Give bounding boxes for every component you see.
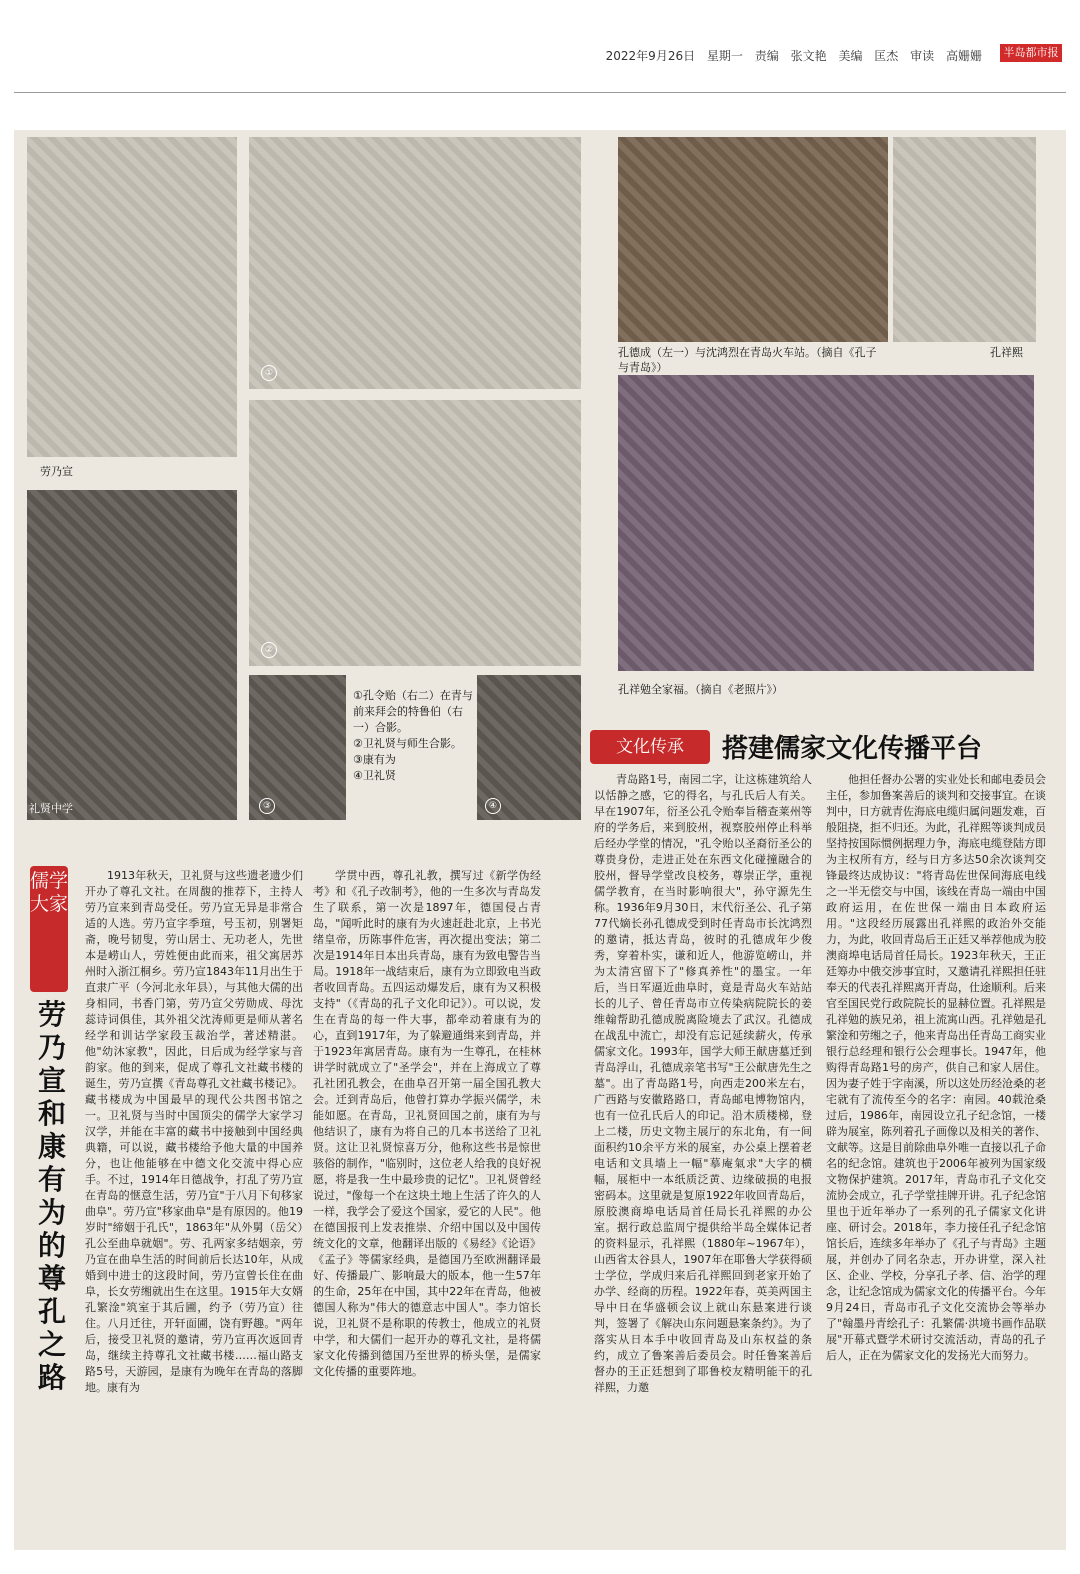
section-tag-confucian: 儒学大家 <box>30 866 68 992</box>
editor-name: 张文艳 <box>790 49 827 63</box>
photo-kong-train-station <box>618 137 888 342</box>
photo-number-3: ③ <box>259 798 275 814</box>
issue-weekday: 星期一 <box>706 49 743 63</box>
legend-item-1: ①孔令贻（右二）在青与前来拜会的特鲁伯（右一）合影。 <box>353 689 473 734</box>
headline-culture-platform: 搭建儒家文化传播平台 <box>722 734 983 764</box>
photo-lixian-school <box>27 490 237 820</box>
headline-lao-kang: 劳乃宣和康有为的尊孔之路 <box>37 998 66 1394</box>
reviewer-label: 审读 <box>910 49 935 63</box>
reviewer-name: 高姗姗 <box>945 49 982 63</box>
newspaper-logo: 半岛都市报 <box>1000 44 1062 62</box>
article2-column-2: 他担任督办公署的实业处长和邮电委员会主任，参加鲁案善后的谈判和交接事宜。在谈判中，日方就青佐海底电缆归属问题发难，百般阻挠，拒不归还。为此，孔祥熙等谈判成员坚持按国际惯例据理力争，海底电缆登陆方即为主权所有方，经与日方多达50余次谈判交锋最终达成协议："将青岛佐世保间海底电线之一半无偿交与中国，该线在青岛一端由中国政府运用，在佐世保一端由日本政府运用。"这段经历展露出孔祥熙的政治外交能力，为此，收回青岛后王正廷又举荐他成为胶澳商埠电话局首任局长。1923年秋天，王正廷筹办中俄交涉事宜时，又邀请孔祥熙担任驻奉天的代表孔祥熙离开青岛，仕途顺利。后来官至国民党行政院院长的显赫位置。孔祥熙是孔祥勉的族兄弟，祖上流寓山西。孔祥勉是孔繁淦和劳缃之子，他来青岛出任青岛工商实业银行总经理和银行公会理事长。1947年，他购得青岛路1号的房产，供自己和家人居住。因为妻子姓于字南溪，所以这处历经沧桑的老宅就有了流传至今的名字：南园。40载沧桑过后，1986年，南园设立孔子纪念馆，一楼辟为展室，陈列着孔子画像以及相关的著作、文献等。这是目前除曲阜外唯一直接以孔子命名的纪念馆。建筑也于2006年被列为国家级文物保护建筑。2017年，青岛市孔子文化交流协会成立，孔子学堂挂牌开讲。孔子纪念馆里也于近年举办了一系列的孔子儒家文化讲座、研讨会。2018年，李力接任孔子纪念馆馆长后，连续多年举办了《孔子与青岛》主题展，并创办了同名杂志，开办讲堂，深入社区、企业、学校，分享孔子孝、信、治学的理念，让纪念馆成为儒家文化的传播平台。今年9月24日，青岛市孔子文化交流协会等举办了"翰墨丹青绘孔子：孔繁儒·洪境书画作品联展"开幕式暨学术研讨交流活动，青岛的孔子后人，正在为儒家文化的发扬光大而努力。 <box>826 773 1046 1362</box>
caption-kong-train-station: 孔德成（左一）与沈鸿烈在青岛火车站。（摘自《孔子与青岛》） <box>618 346 877 374</box>
art-editor-label: 美编 <box>838 49 863 63</box>
photo-number-4: ④ <box>485 798 501 814</box>
issue-date: 2022年9月26日 <box>605 49 696 63</box>
photo-number-1: ① <box>261 365 277 381</box>
caption-kong-xiangxi: 孔祥熙 <box>990 346 1023 359</box>
photo-kong-xiangxi <box>893 137 1036 342</box>
legend-item-2: ②卫礼贤与师生合影。 <box>353 737 462 750</box>
photo-lao-naixuan <box>27 137 237 457</box>
article1-column-1: 1913年秋天，卫礼贤与这些遗老遗少们开办了尊孔文社。在周馥的推荐下，主持人劳乃宣来到青岛受任。劳乃宣无异是非常合适的人选。劳乃宣字季瑄，号玉初，别署矩斋，晚号韧叟，劳山居士、无功老人，先世本是崂山人，劳姓便由此而来，祖父寓居苏州时入浙江桐乡。劳乃宣1843年11月出生于直隶广平（今河北永年县），与其他大儒的出身相同，书香门第，劳乃宣父劳勋成、母沈蕊诗词俱佳，其外祖父沈涛师更是师从著名经学和训诂学家段玉裁治学，著述精湛。他"幼沐家教"，因此，日后成为经学家与音韵家。他的到来，促成了尊孔文社藏书楼的诞生，劳乃宣撰《青岛尊孔文社藏书楼记》。藏书楼成为中国最早的现代公共图书馆之一。卫礼贤与当时中国顶尖的儒学大家学习汉学，并能在丰富的藏书中接触到中国经典典籍，可以说，藏书楼给予他大量的中国养分，也让他能够在中德文化交流中得心应手。不过，1914年日德战争，打乱了劳乃宣在青岛的惬意生活，劳乃宣"于八月下旬移家曲阜"。劳乃宣"移家曲阜"是有原因的。他19岁时"缔姻于孔氏"，1863年"从外舅（岳父）孔公至曲阜就姻"。劳、孔两家多结姻亲，劳乃宣在曲阜生活的时间前后长达10年，从成婚到中进士的这段时间，劳乃宣曾长住在曲阜，长女劳缃就出生在这里。1915年大女婿孔繁淦"筑室于其后圃，约予（劳乃宣）往住。八月迁往，开轩面圃，饶有野趣。"两年后，接受卫礼贤的邀请，劳乃宣再次返回青岛，继续主持尊孔文社藏书楼……福山路支路5号，天游园，是康有为晚年在青岛的落脚地。康有为 <box>85 869 303 1394</box>
photo-family <box>618 375 1034 671</box>
header-divider <box>14 92 1066 93</box>
article2-column-1: 青岛路1号，南园二字，让这栋建筑给人以恬静之感，它的得名，与孔氏后人有关。早在1907年，衍圣公孔令贻奉旨稽查莱州等府的学务后，来到胶州，视察胶州停止科举后经办学堂的情况，"孔令贻以圣裔衍圣公的尊贵身份，走进正处在东西文化碰撞融合的胶州，督导学堂改良校务，尊崇正学，重视儒学教育，在当时影响很大"，孙守源先生称。1936年9月30日，末代衍圣公、孔子第77代嫡长孙孔德成受到时任青岛市长沈鸿烈的邀请，抵达青岛，彼时的孔德成年少俊秀，穿着朴实，谦和近人，他游览崂山，并为太清宫留下了"修真养性"的墨宝。一年后，当日军逼近曲阜时，竟是青岛火车站站长的儿子、曾任青岛市立传染病院院长的姜维翰帮助孔德成脱离险境去了武汉。孔德成在战乱中流亡，却没有忘记延续薪火，传承儒家文化。1993年，国学大师王献唐墓迁到青岛浮山，孔德成亲笔书写"王公献唐先生之墓"。出了青岛路1号，向西走200米左右，广西路与安徽路路口，青岛邮电博物馆内，也有一位孔氏后人的印记。沿木质楼梯，登上二楼，历史文物主展厅的东北角，有一间面积约10余平方米的展室，办公桌上摆着老电话和文具墙上一幅"摹庵氣求"大字的横幅，展柜中一本纸质泛黄、边缘破损的电报密码本。这里就是复原1922年收回青岛后，原胶澳商埠电话局首任局长孔祥熙的办公室。据行政总监周宁提供给半岛全媒体记者的资料显示，孔祥熙（1880年~1967年），山西省太谷县人，1907年在耶鲁大学获得硕士学位，学成归来后孔祥熙回到老家开始了办学、经商的历程。1922年春，英美两国主导中日在华盛顿会议上就山东悬案进行谈判，签署了《解决山东问题悬案条约》。为了落实从日本手中收回青岛及山东权益的条约，成立了鲁案善后委员会。时任鲁案善后督办的王正廷想到了耶鲁校友精明能干的孔祥熙，力邀 <box>594 773 812 1394</box>
editor-label: 责编 <box>754 49 779 63</box>
legend-item-3: ③康有为 <box>353 753 396 766</box>
art-editor-name: 匡杰 <box>874 49 899 63</box>
header-info <box>606 47 990 64</box>
photo-kang-youwei <box>249 675 346 820</box>
article1-column-2: 学贯中西，尊孔礼教，撰写过《新学伪经考》和《孔子改制考》，他的一生多次与青岛发生了联系，第一次是1897年，德国侵占青岛，"闻听此时的康有为火速赶赴北京，上书光绪皇帝，历陈事件危害，再次提出变法；第二次是1914年日本出兵青岛，康有为致电警告当局。1918年一战结束后，康有为立即致电当政者收回青岛。五四运动爆发后，康有为又积极支持"（《青岛的孔子文化印记》）。可以说，发生在青岛的每一件大事，都牵动着康有为的心，直到1917年，为了躲避通缉来到青岛，并于1923年寓居青岛。康有为一生尊孔，在桂林讲学时就成立了"圣学会"，并在上海成立了尊孔社团孔教会，在曲阜召开第一届全国孔教大会。迁到青岛后，他曾打算办学振兴儒学，未能如愿。在青岛，卫礼贤回国之前，康有为与他结识了，康有为将自己的几本书送给了卫礼贤。这让卫礼贤惊喜万分，他称这些书是惊世骇俗的制作，"临别时，这位老人给我的良好祝愿，将是我一生中最珍贵的记忆"。卫礼贤曾经说过，"像每一个在这块土地上生活了许久的人一样，我学会了爱这个国家，爱它的人民"。他在德国报刊上发表推崇、介绍中国以及中国传统文化的文章，他翻译出版的《易经》《论语》《孟子》等儒家经典，是德国乃至欧洲翻译最好、传播最广、影响最大的版本，他一生57年的生命，25年在中国，其中22年在青岛，他被德国人称为"伟大的德意志中国人"。李力馆长说，卫礼贤不是称职的传教士，他成立的礼贤中学，和大儒们一起开办的尊孔文社，是将儒家文化传播到德国乃至世界的桥头堡，是儒家文化传播的重要阵地。 <box>313 869 541 1378</box>
legend-item-4: ④卫礼贤 <box>353 769 396 782</box>
photo-number-2: ② <box>261 642 277 658</box>
photo-1 <box>249 137 581 389</box>
photo-legend <box>353 688 473 784</box>
page-header <box>0 0 1080 90</box>
section-tag-culture: 文化传承 <box>590 730 710 764</box>
caption-lixian-school: 礼贤中学 <box>29 802 73 815</box>
photo-wilhelm <box>477 675 581 820</box>
caption-lao-naixuan: 劳乃宣 <box>40 465 73 478</box>
photo-2 <box>249 400 581 666</box>
caption-family: 孔祥勉全家福。（摘自《老照片》） <box>618 683 783 696</box>
